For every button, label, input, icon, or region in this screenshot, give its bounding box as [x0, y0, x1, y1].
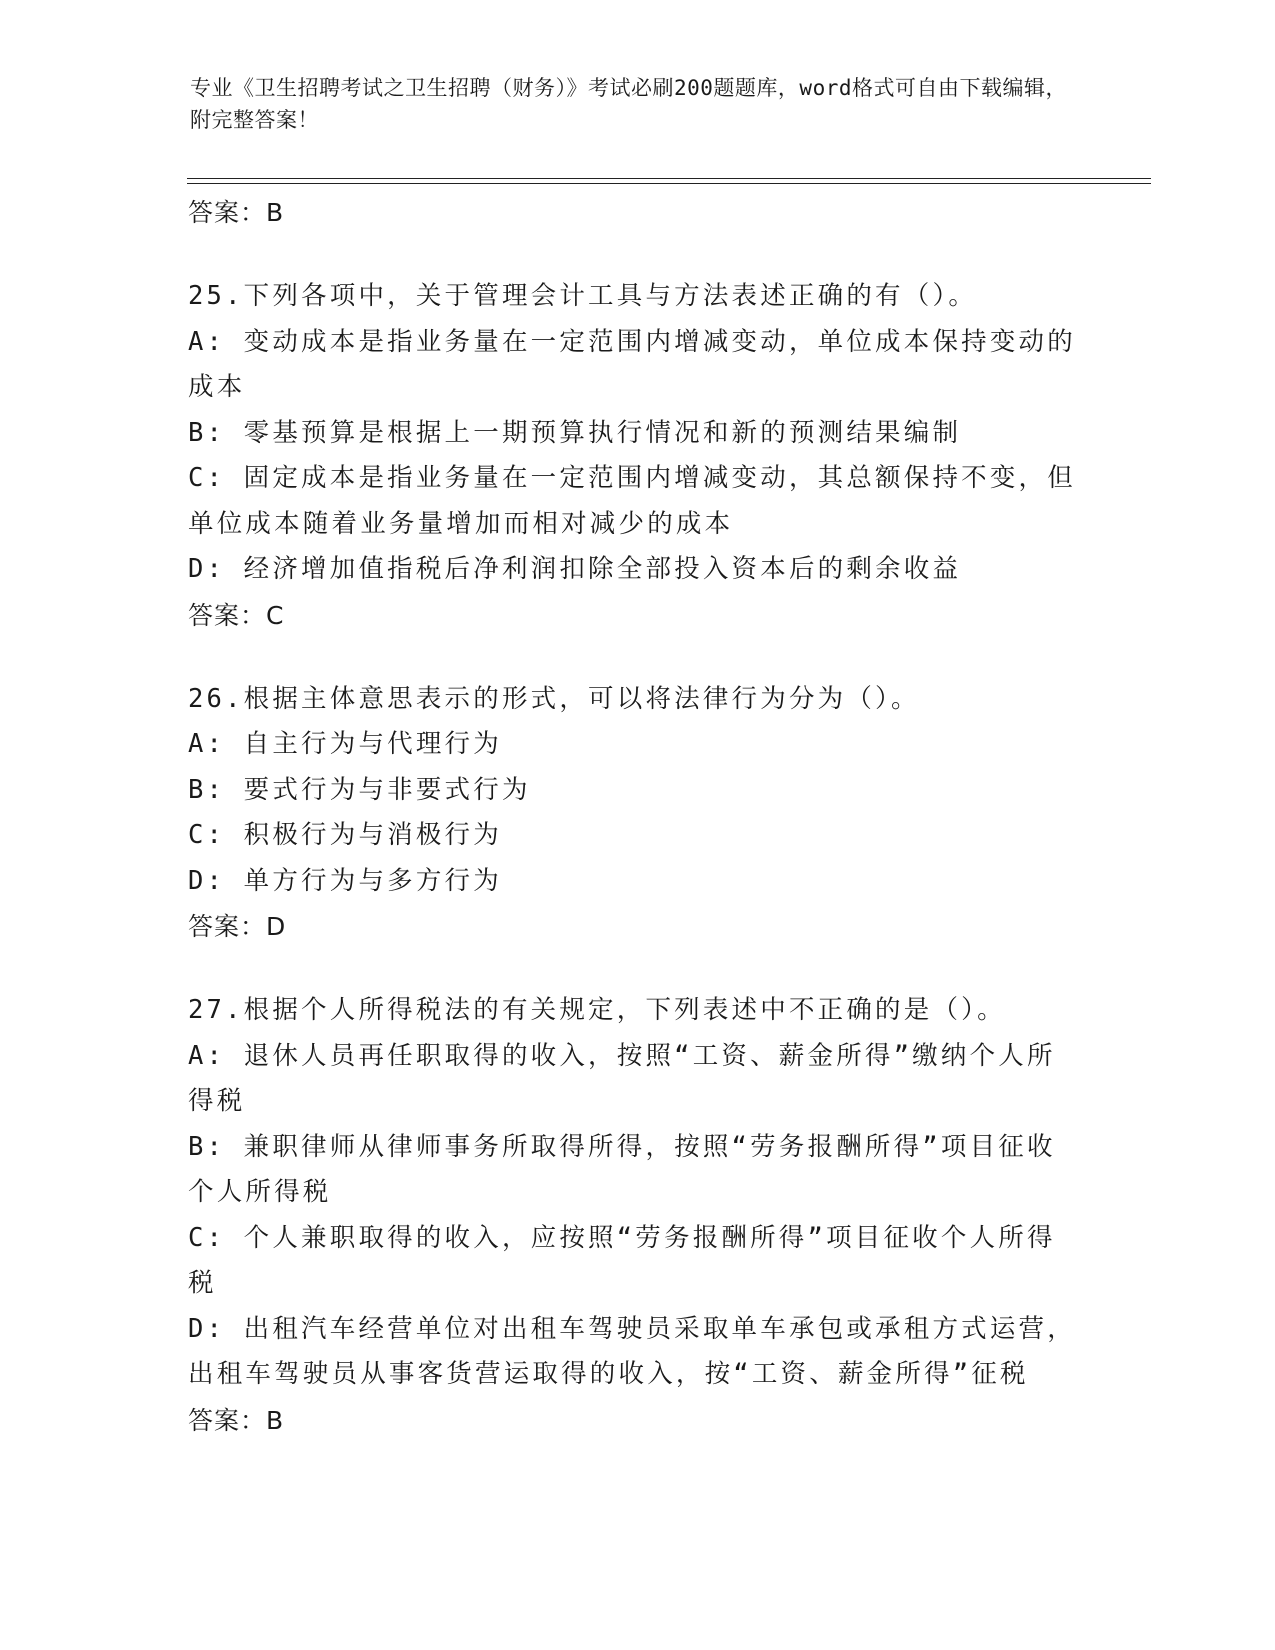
question-26: [188, 677, 1078, 951]
option-b: B: 要式行为与非要式行为: [188, 774, 531, 805]
option-c: C: 固定成本是指业务量在一定范围内增减变动，其总额保持不变，但单位成本随着业务量增加而相对减少的成本: [188, 463, 1076, 539]
question-stem: 26.根据主体意思表示的形式，可以将法律行为分为（）。: [188, 683, 920, 714]
option-a: A: 退休人员再任职取得的收入，按照“工资、薪金所得”缴纳个人所得税: [188, 1040, 1056, 1116]
option-b: B: 零基预算是根据上一期预算执行情况和新的预测结果编制: [188, 417, 962, 448]
option-d: D: 经济增加值指税后净利润扣除全部投入资本后的剩余收益: [188, 554, 962, 584]
question-stem: 27.根据个人所得税法的有关规定，下列表述中不正确的是（）。: [188, 995, 1006, 1025]
answer-line: 答案：C: [188, 600, 285, 630]
answer-line: 答案：D: [188, 912, 287, 941]
header-rule-top: [187, 178, 1151, 179]
question-stem: 25.下列各项中，关于管理会计工具与方法表述正确的有（）。: [188, 281, 978, 311]
option-a: A: 自主行为与代理行为: [188, 729, 502, 759]
option-a: A: 变动成本是指业务量在一定范围内增减变动，单位成本保持变动的成本: [188, 326, 1076, 402]
option-d: D: 单方行为与多方行为: [188, 865, 502, 896]
option-c: C: 个人兼职取得的收入，应按照“劳务报酬所得”项目征收个人所得税: [188, 1222, 1056, 1298]
answer-line: 答案：B: [188, 1405, 285, 1435]
answer-line: 答案：B: [188, 198, 285, 227]
header-rule-bottom: [187, 183, 1151, 184]
option-c: C: 积极行为与消极行为: [188, 820, 502, 850]
option-b: B: 兼职律师从律师事务所取得所得，按照“劳务报酬所得”项目征收个人所得税: [188, 1131, 1056, 1207]
option-d: D: 出租汽车经营单位对出租车驾驶员采取单车承包或承租方式运营，出租车驾驶员从事客货营运取得的收入，按“工资、薪金所得”征税: [188, 1313, 1076, 1389]
question-27: [188, 988, 1078, 1444]
page-header: 专业《卫生招聘考试之卫生招聘（财务）》考试必刷200题题库，word格式可自由下载编辑，附完整答案！: [190, 76, 1067, 132]
document-body: [188, 190, 1078, 1444]
question-25: [188, 274, 1078, 639]
